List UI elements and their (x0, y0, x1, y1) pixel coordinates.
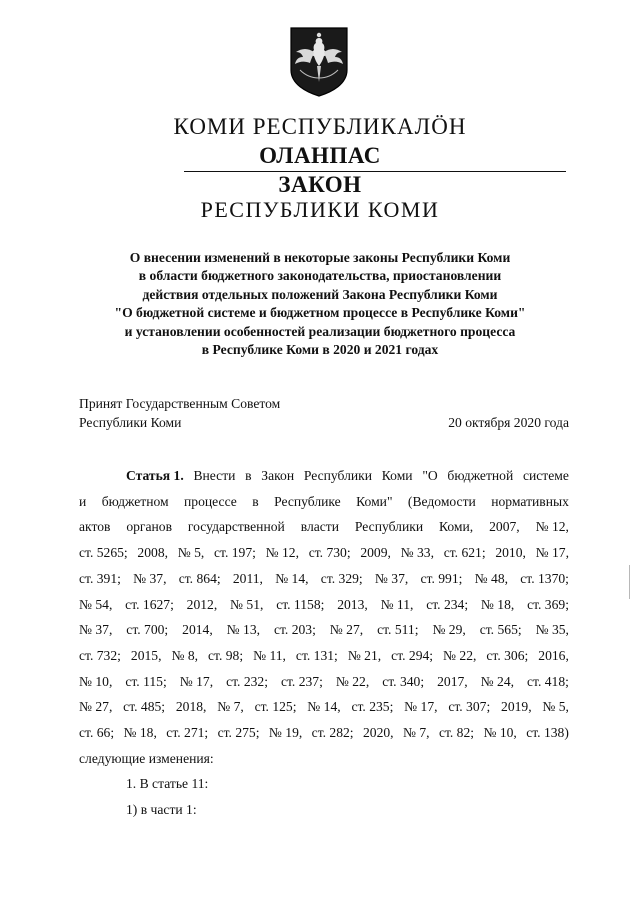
article-word: Коми, (439, 519, 474, 535)
article-word: ст. 197; (214, 545, 256, 561)
article-line (79, 514, 569, 540)
article-word: № 8, (171, 647, 199, 663)
article-word: органов (126, 519, 173, 535)
article-word: № 17, (179, 673, 214, 689)
article-word: № 21, (347, 647, 382, 663)
article-word: ст. 391; (79, 570, 121, 586)
article-word: 2011, (232, 570, 263, 586)
adopted-by-republic: Республики Коми (79, 415, 182, 430)
header-komi-line: КОМИ РЕСПУБЛИКАЛӦН (173, 114, 467, 139)
article-word: № 5, (542, 699, 569, 715)
article-word: № 27, (79, 699, 113, 715)
article-line (79, 592, 569, 618)
article-word: "О (422, 468, 438, 483)
article-word: ст. 1158; (276, 596, 325, 612)
article-word: № 24, (480, 673, 515, 689)
article-word: Закон (261, 468, 295, 483)
article-word: власти (300, 519, 340, 535)
adoption-info (79, 394, 569, 432)
article-word: ст. 340; (382, 673, 425, 689)
article-word: ст. 232; (226, 673, 268, 689)
header-republic: РЕСПУБЛИКИ КОМИ (200, 197, 440, 222)
article-word: 2015, (130, 647, 162, 663)
article-word: Коми" (356, 493, 393, 509)
article-item: 1. В статье 11: (126, 776, 209, 792)
article-word: ст. 485; (123, 699, 166, 715)
article-word: ст. 237; (280, 673, 323, 689)
article-word: № 10, (483, 725, 517, 741)
article-word: № 27, (329, 622, 364, 638)
article-word: ст. 294; (391, 647, 434, 663)
article-word: ст. 369; (527, 596, 569, 612)
article-word: № 22, (443, 647, 477, 663)
article-word: 2009, (360, 545, 391, 561)
article-word: нормативных (491, 493, 569, 509)
article-word: процессе (184, 493, 237, 509)
article-word: 2016, (538, 647, 569, 663)
article-word: № 18, (480, 596, 515, 612)
article-word: (Ведомости (407, 493, 476, 509)
article-word: № 19, (268, 725, 303, 741)
header-zakon: ЗАКОН (278, 172, 362, 197)
article-word: № 51, (230, 596, 264, 612)
article-word: в (252, 493, 259, 509)
article-last-line: следующие изменения: (79, 750, 214, 766)
article-word: системе (522, 468, 569, 483)
article-first-line (79, 463, 569, 489)
scan-artifact-mark (629, 565, 630, 599)
article-word: № 22, (335, 673, 370, 689)
article-word: ст. 271; (166, 725, 209, 741)
article-word: ст. 131; (295, 647, 338, 663)
article-word: № 14, (307, 699, 341, 715)
article-word: № 13, (226, 622, 261, 638)
article-word: Внести (193, 468, 236, 483)
article-word: № 7, (402, 725, 430, 741)
law-title-line: в области бюджетного законодательства, приостановлении (138, 268, 502, 284)
article-word: № 12, (265, 545, 299, 561)
article-word: ст. 98; (208, 647, 244, 663)
article-word: № 12, (535, 519, 569, 535)
article-subitem: 1) в части 1: (126, 802, 197, 818)
article-word: актов (79, 519, 111, 535)
article-word: 2019, (501, 699, 532, 715)
article-word: ст. 511; (377, 622, 419, 638)
article-word: ст. 138) (526, 725, 569, 741)
law-title-line: и установлении особенностей реализации бюджетного процесса (124, 323, 516, 339)
article-word: № 10, (79, 673, 113, 689)
article-word: № 17, (535, 545, 569, 561)
article-word: № 35, (535, 622, 569, 638)
article-line (79, 720, 569, 746)
adoption-date: 20 октября 2020 года (448, 415, 569, 430)
article-word: № 11, (253, 647, 286, 663)
article-word: № 7, (217, 699, 244, 715)
article-word: 2014, (182, 622, 213, 638)
article-word: № 17, (404, 699, 438, 715)
article-word: 2010, (495, 545, 526, 561)
article-line (79, 540, 569, 566)
article-word: ст. 203; (273, 622, 316, 638)
law-title-line: действия отдельных положений Закона Республики Коми (142, 286, 498, 302)
article-word: № 37, (133, 570, 167, 586)
article-body (79, 463, 569, 823)
article-word: 2012, (186, 596, 218, 612)
article-word: ст. 732; (79, 647, 121, 663)
article-word: ст. 82; (438, 725, 475, 741)
article-word: № 33, (400, 545, 434, 561)
article-word: ст. 991; (420, 570, 463, 586)
article-word: ст. 864; (178, 570, 221, 586)
law-title-line: О внесении изменений в некоторые законы Республики Коми (129, 250, 511, 265)
article-word: ст. 1627; (125, 596, 174, 612)
article-word: ст. 234; (426, 596, 469, 612)
article-word: Республики (303, 468, 373, 483)
article-word: ст. 282; (311, 725, 354, 741)
article-line (79, 617, 569, 643)
article-word: Коми (381, 468, 413, 483)
article-justified-lines (79, 489, 569, 746)
article-word: № 37, (79, 622, 113, 638)
article-word: № 14, (275, 570, 309, 586)
article-word: бюджетном (101, 493, 169, 509)
article-word: 2020, (362, 725, 394, 741)
coat-of-arms-emblem-icon (286, 26, 352, 98)
article-line (79, 694, 569, 720)
article-word: ст. 307; (448, 699, 491, 715)
article-word: № 37, (374, 570, 409, 586)
article-word: ст. 565; (479, 622, 522, 638)
article-line (79, 643, 569, 669)
article-word: № 18, (123, 725, 157, 741)
article-word: ст. 306; (486, 647, 529, 663)
article-word: ст. 5265; (79, 545, 128, 561)
article-word: 2013, (337, 596, 368, 612)
article-word: и (79, 493, 87, 509)
article-word: ст. 235; (351, 699, 394, 715)
article-word: ст. 700; (126, 622, 169, 638)
article-word: ст. 329; (320, 570, 363, 586)
article-word: Республики (354, 519, 424, 535)
article-word: 2018, (175, 699, 207, 715)
article-word: ст. 1370; (520, 570, 569, 586)
article-label: Статья 1. (126, 468, 184, 483)
article-word: 2017, (437, 673, 468, 689)
article-word: ст. 730; (308, 545, 351, 561)
article-word: ст. 125; (254, 699, 297, 715)
article-word: Республике (274, 493, 341, 509)
law-title-line: "О бюджетной системе и бюджетном процессе в Республике Коми" (114, 305, 526, 321)
article-word: № 29, (432, 622, 466, 638)
article-word: в (245, 468, 252, 483)
law-title (60, 249, 580, 359)
article-word: ст. 115; (125, 673, 167, 689)
header-olanpas: ОЛАНПАС (259, 143, 381, 168)
article-word: ст. 275; (217, 725, 260, 741)
article-line (79, 566, 569, 592)
article-word: № 11, (380, 596, 414, 612)
article-line (79, 489, 569, 515)
article-word: ст. 66; (79, 725, 115, 741)
article-word: № 48, (474, 570, 509, 586)
article-word: бюджетной (447, 468, 514, 483)
article-word: ст. 621; (443, 545, 486, 561)
article-word: № 54, (79, 596, 113, 612)
article-word: 2008, (137, 545, 169, 561)
article-line (79, 669, 569, 695)
law-title-line: в Республике Коми в 2020 и 2021 годах (201, 342, 439, 358)
adopted-by: Принят Государственным Советом (79, 396, 281, 411)
article-word: 2007, (489, 519, 520, 535)
article-word: государственной (187, 519, 285, 535)
article-word: ст. 418; (527, 673, 569, 689)
article-word: № 5, (177, 545, 205, 561)
